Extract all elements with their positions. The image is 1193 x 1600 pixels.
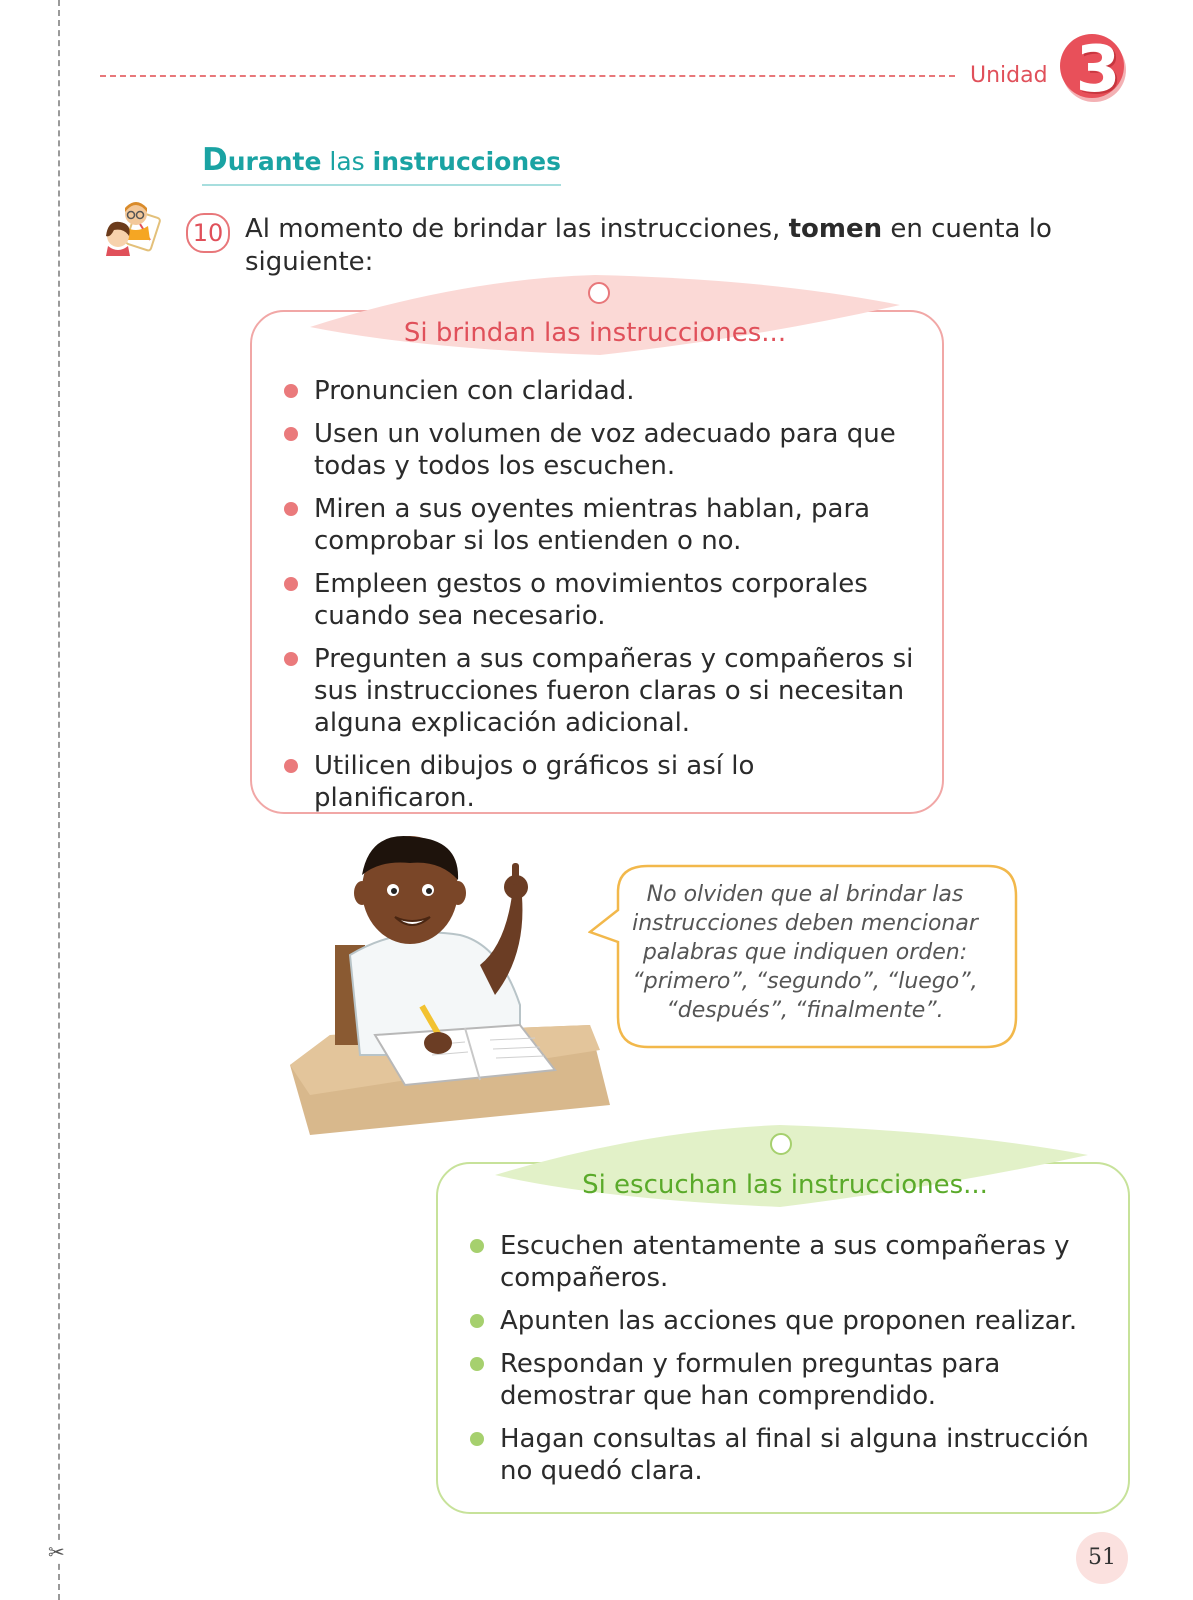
bullet-icon: [284, 384, 298, 398]
bullet-icon: [284, 759, 298, 773]
header-divider: [100, 75, 955, 77]
speaker-box-title: Si brindan las instrucciones...: [403, 318, 787, 348]
listener-tips-list: [468, 1230, 1108, 1498]
listener-box-title: Si escuchan las instrucciones...: [582, 1170, 988, 1200]
list-item: Usen un volumen de voz adecuado para que todas y todos los escuchen.: [282, 418, 922, 482]
page-number: 51: [1076, 1532, 1128, 1584]
list-item: Empleen gestos o movimientos corporales cuando sea necesario.: [282, 568, 922, 632]
activity-number: 10: [186, 213, 230, 253]
list-item: Hagan consultas al final si alguna instrucción no quedó clara.: [468, 1423, 1108, 1487]
unit-number: 3: [1075, 33, 1121, 107]
bullet-icon: [470, 1314, 484, 1328]
bullet-icon: [470, 1239, 484, 1253]
list-item: Utilicen dibujos o gráficos si así lo planificaron.: [282, 750, 922, 814]
bullet-icon: [470, 1432, 484, 1446]
section-title: Durante las instrucciones: [202, 142, 561, 186]
bullet-icon: [284, 652, 298, 666]
cut-line: [58, 0, 60, 1600]
speech-bubble-text: No olviden que al brindar las instrucciones deben mencionar palabras que indiquen orden: “primero”, “segundo”, “luego”, “después”, “finalmente”.: [632, 882, 978, 1023]
bullet-icon: [284, 502, 298, 516]
list-item: Pronuncien con claridad.: [282, 375, 922, 407]
bullet-icon: [284, 577, 298, 591]
bullet-icon: [284, 427, 298, 441]
list-item: Apunten las acciones que proponen realizar.: [468, 1305, 1108, 1337]
group-work-icon: [100, 200, 164, 264]
speaker-tips-list: [282, 375, 922, 825]
list-item: Miren a sus oyentes mientras hablan, para comprobar si los entienden o no.: [282, 493, 922, 557]
unit-label: Unidad: [970, 63, 1048, 88]
list-item: Pregunten a sus compañeras y compañeros si sus instrucciones fueron claras o si necesitan alguna explicación adicional.: [282, 643, 922, 739]
list-item: Escuchen atentamente a sus compañeras y compañeros.: [468, 1230, 1108, 1294]
activity-instruction: Al momento de brindar las instrucciones, tomen en cuenta lo siguiente:: [245, 214, 1052, 277]
bullet-icon: [470, 1357, 484, 1371]
list-item: Respondan y formulen preguntas para demostrar que han comprendido.: [468, 1348, 1108, 1412]
boy-illustration: [290, 835, 620, 1135]
scissors-icon: ✂: [48, 1540, 65, 1564]
